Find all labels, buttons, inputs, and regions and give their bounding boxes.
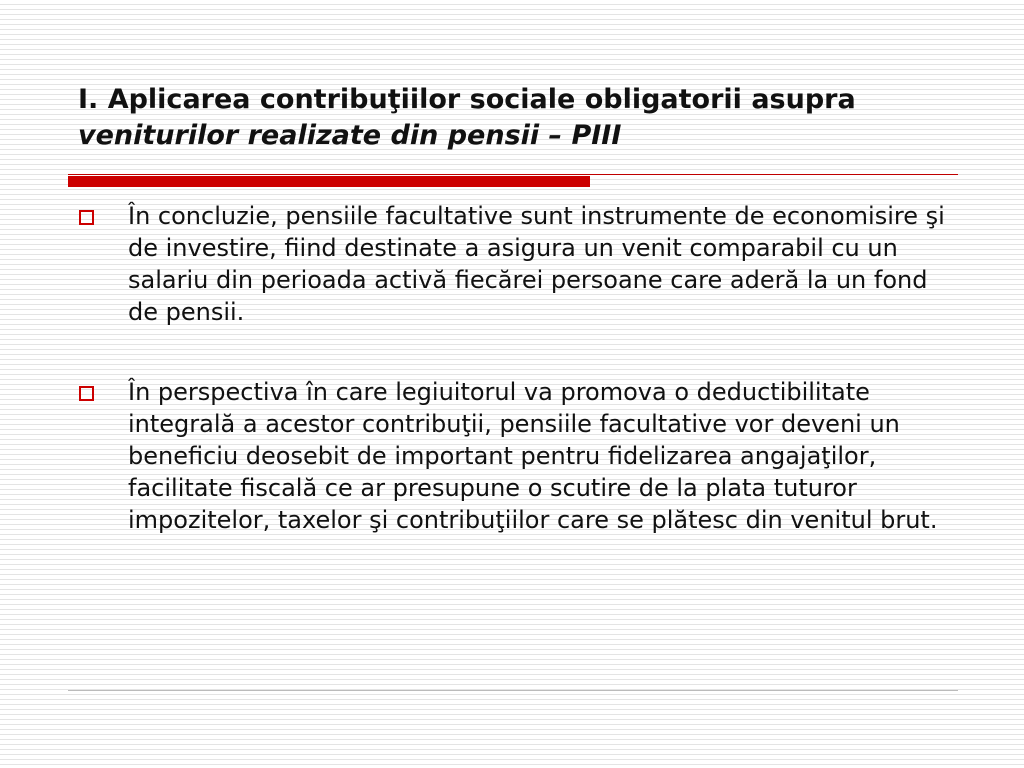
footer-divider xyxy=(68,690,958,691)
bullet-list xyxy=(78,200,958,536)
hollow-square-icon xyxy=(79,210,94,225)
bullet-item xyxy=(78,376,958,536)
slide-title-main: I. Aplicarea contribuţiilor sociale obligatorii asupra xyxy=(78,84,856,115)
title-underline-rule xyxy=(68,174,958,175)
hollow-square-icon xyxy=(79,386,94,401)
bullet-text: În concluzie, pensiile facultative sunt instrumente de economisire şi de investire, fiind destinate a asigura un venit comparabil cu un salariu din perioada activă fiecărei persoane care aderă la un fond de pensii. xyxy=(128,202,945,326)
slide-title xyxy=(78,82,978,154)
bullet-item xyxy=(78,200,958,328)
bullet-text: În perspectiva în care legiuitorul va promova o deductibilitate integrală a acestor contribuţii, pensiile facultative vor deveni un beneficiu deosebit de important pentru fidelizarea angajaţilor, facilitate fiscală ce ar presupune o scutire de la plata tuturor impozitelor, taxelor şi contribuţiilor care se plătesc din venitul brut. xyxy=(128,378,938,534)
slide-title-italic: veniturilor realizate din pensii – PIII xyxy=(78,120,622,151)
title-accent-bar xyxy=(68,176,590,187)
